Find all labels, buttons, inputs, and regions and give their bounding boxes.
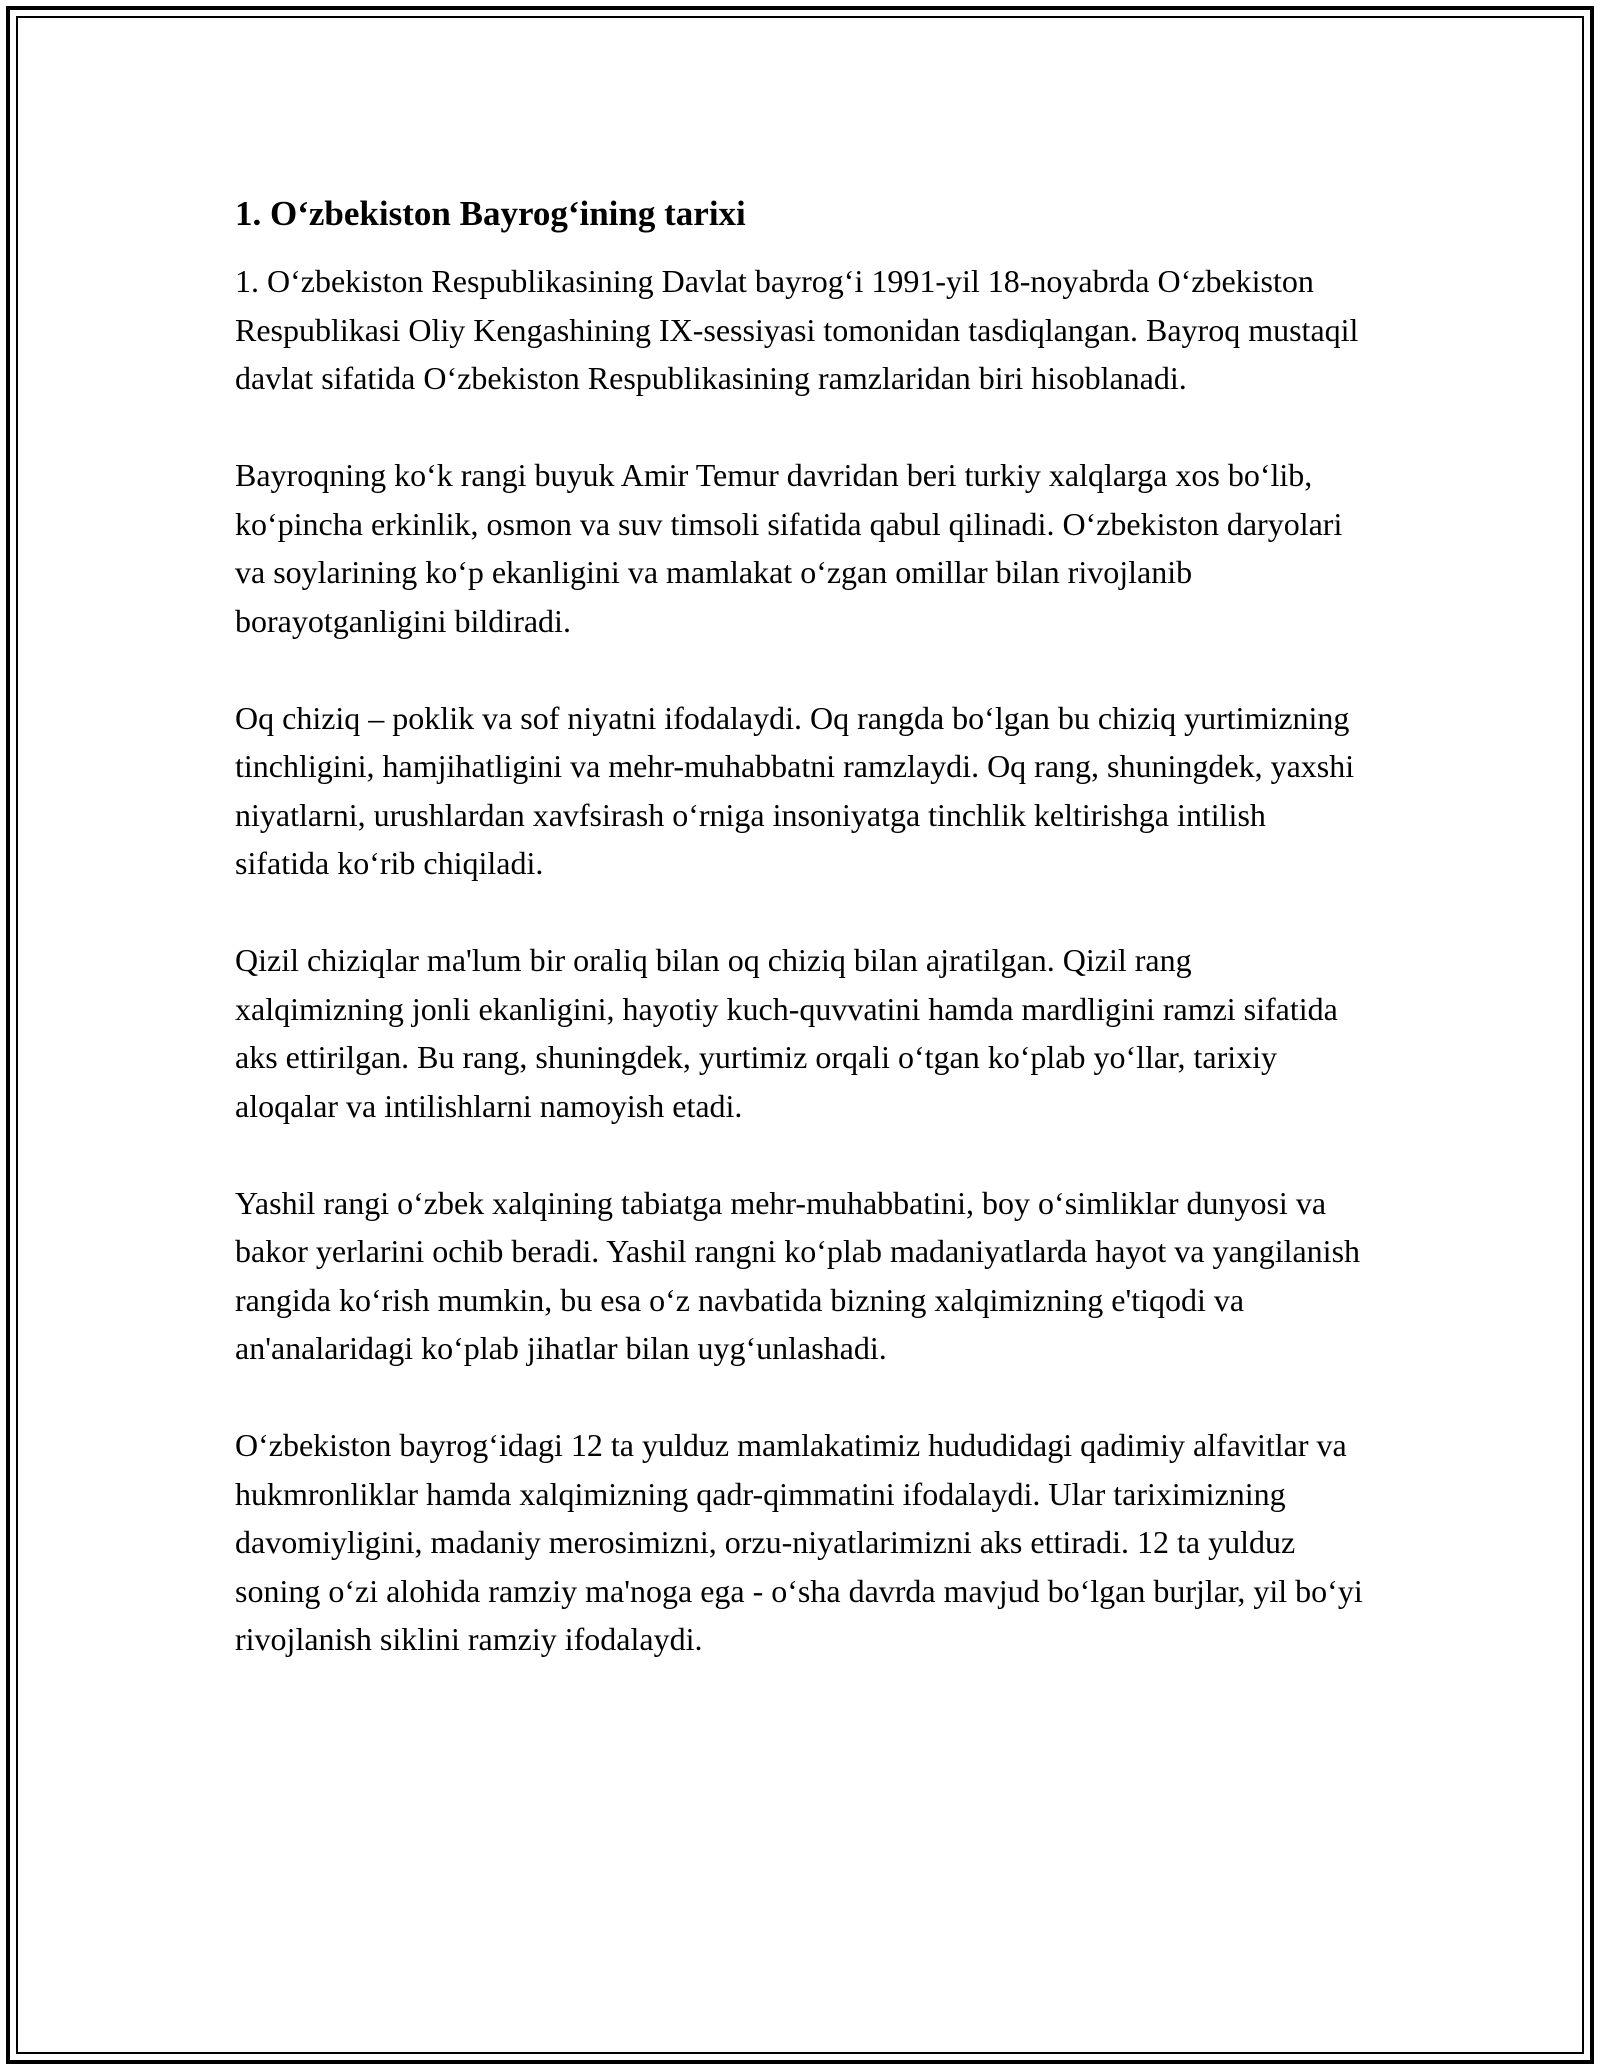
- paragraph-white-stripe: Oq chiziq – poklik va sof niyatni ifodalaydi. Oq rangda bo‘lgan bu chiziq yurtimizning tinchligini, hamjihatligini va mehr-muhabbatni ramzlaydi. Oq rang, shuningdek, yaxshi niyatlarni, urushlardan xavfsirash o‘rniga insoniyatga tinchlik keltirishga intilish sifatida ko‘rib chiqiladi.: [235, 699, 1355, 881]
- document-body: [235, 188, 1365, 1712]
- paragraph-red-stripes: Qizil chiziqlar ma'lum bir oraliq bilan oq chiziq bilan ajratilgan. Qizil rang xalqimizning jonli ekanligini, hayotiy kuch-quvvatini hamda mardligini ramzi sifatida aks ettirilgan. Bu rang, shuningdek, yurtimiz orqali o‘tgan ko‘plab yo‘llar, tarixiy aloqalar va intilishlarni namoyish etadi.: [235, 942, 1338, 1124]
- document-title: 1. O‘zbekiston Bayrog‘ining tarixi: [235, 194, 746, 233]
- paragraph-green-color: Yashil rangi o‘zbek xalqining tabiatga mehr-muhabbatini, boy o‘simliklar dunyosi va bakor yerlarini ochib beradi. Yashil rangni ko‘plab madaniyatlarda hayot va yangilanish rangida ko‘rish mumkin, bu esa o‘z navbatida bizning xalqimizning e'tiqodi va an'analaridagi ko‘plab jihatlar bilan uyg‘unlashadi.: [235, 1184, 1361, 1366]
- paragraph-state-flag-adoption: 1. O‘zbekiston Respublikasining Davlat bayrog‘i 1991-yil 18-noyabrda O‘zbekiston Respublikasi Oliy Kengashining IX-sessiyasi tomonidan tasdiqlangan. Bayroq mustaqil davlat sifatida O‘zbekiston Respublikasining ramzlaridan biri hisoblanadi.: [235, 263, 1359, 396]
- paragraph-blue-color: Bayroqning ko‘k rangi buyuk Amir Temur davridan beri turkiy xalqlarga xos bo‘lib, ko‘pincha erkinlik, osmon va suv timsoli sifatida qabul qilinadi. O‘zbekiston daryolari va soylarining ko‘p ekanligini va mamlakat o‘zgan omillar bilan rivojlanib borayotganligini bildiradi.: [235, 457, 1343, 639]
- paragraph-twelve-stars: O‘zbekiston bayrog‘idagi 12 ta yulduz mamlakatimiz hududidagi qadimiy alfavitlar va hukmronliklar hamda xalqimizning qadr-qimmatini ifodalaydi. Ular tariximizning davomiyligini, madaniy merosimizni, orzu-niyatlarimizni aks ettiradi. 12 ta yulduz soning o‘zi alohida ramziy ma'noga ega - o‘sha davrda mavjud bo‘lgan burjlar, yil bo‘yi rivojlanish siklini ramziy ifodalaydi.: [235, 1427, 1363, 1657]
